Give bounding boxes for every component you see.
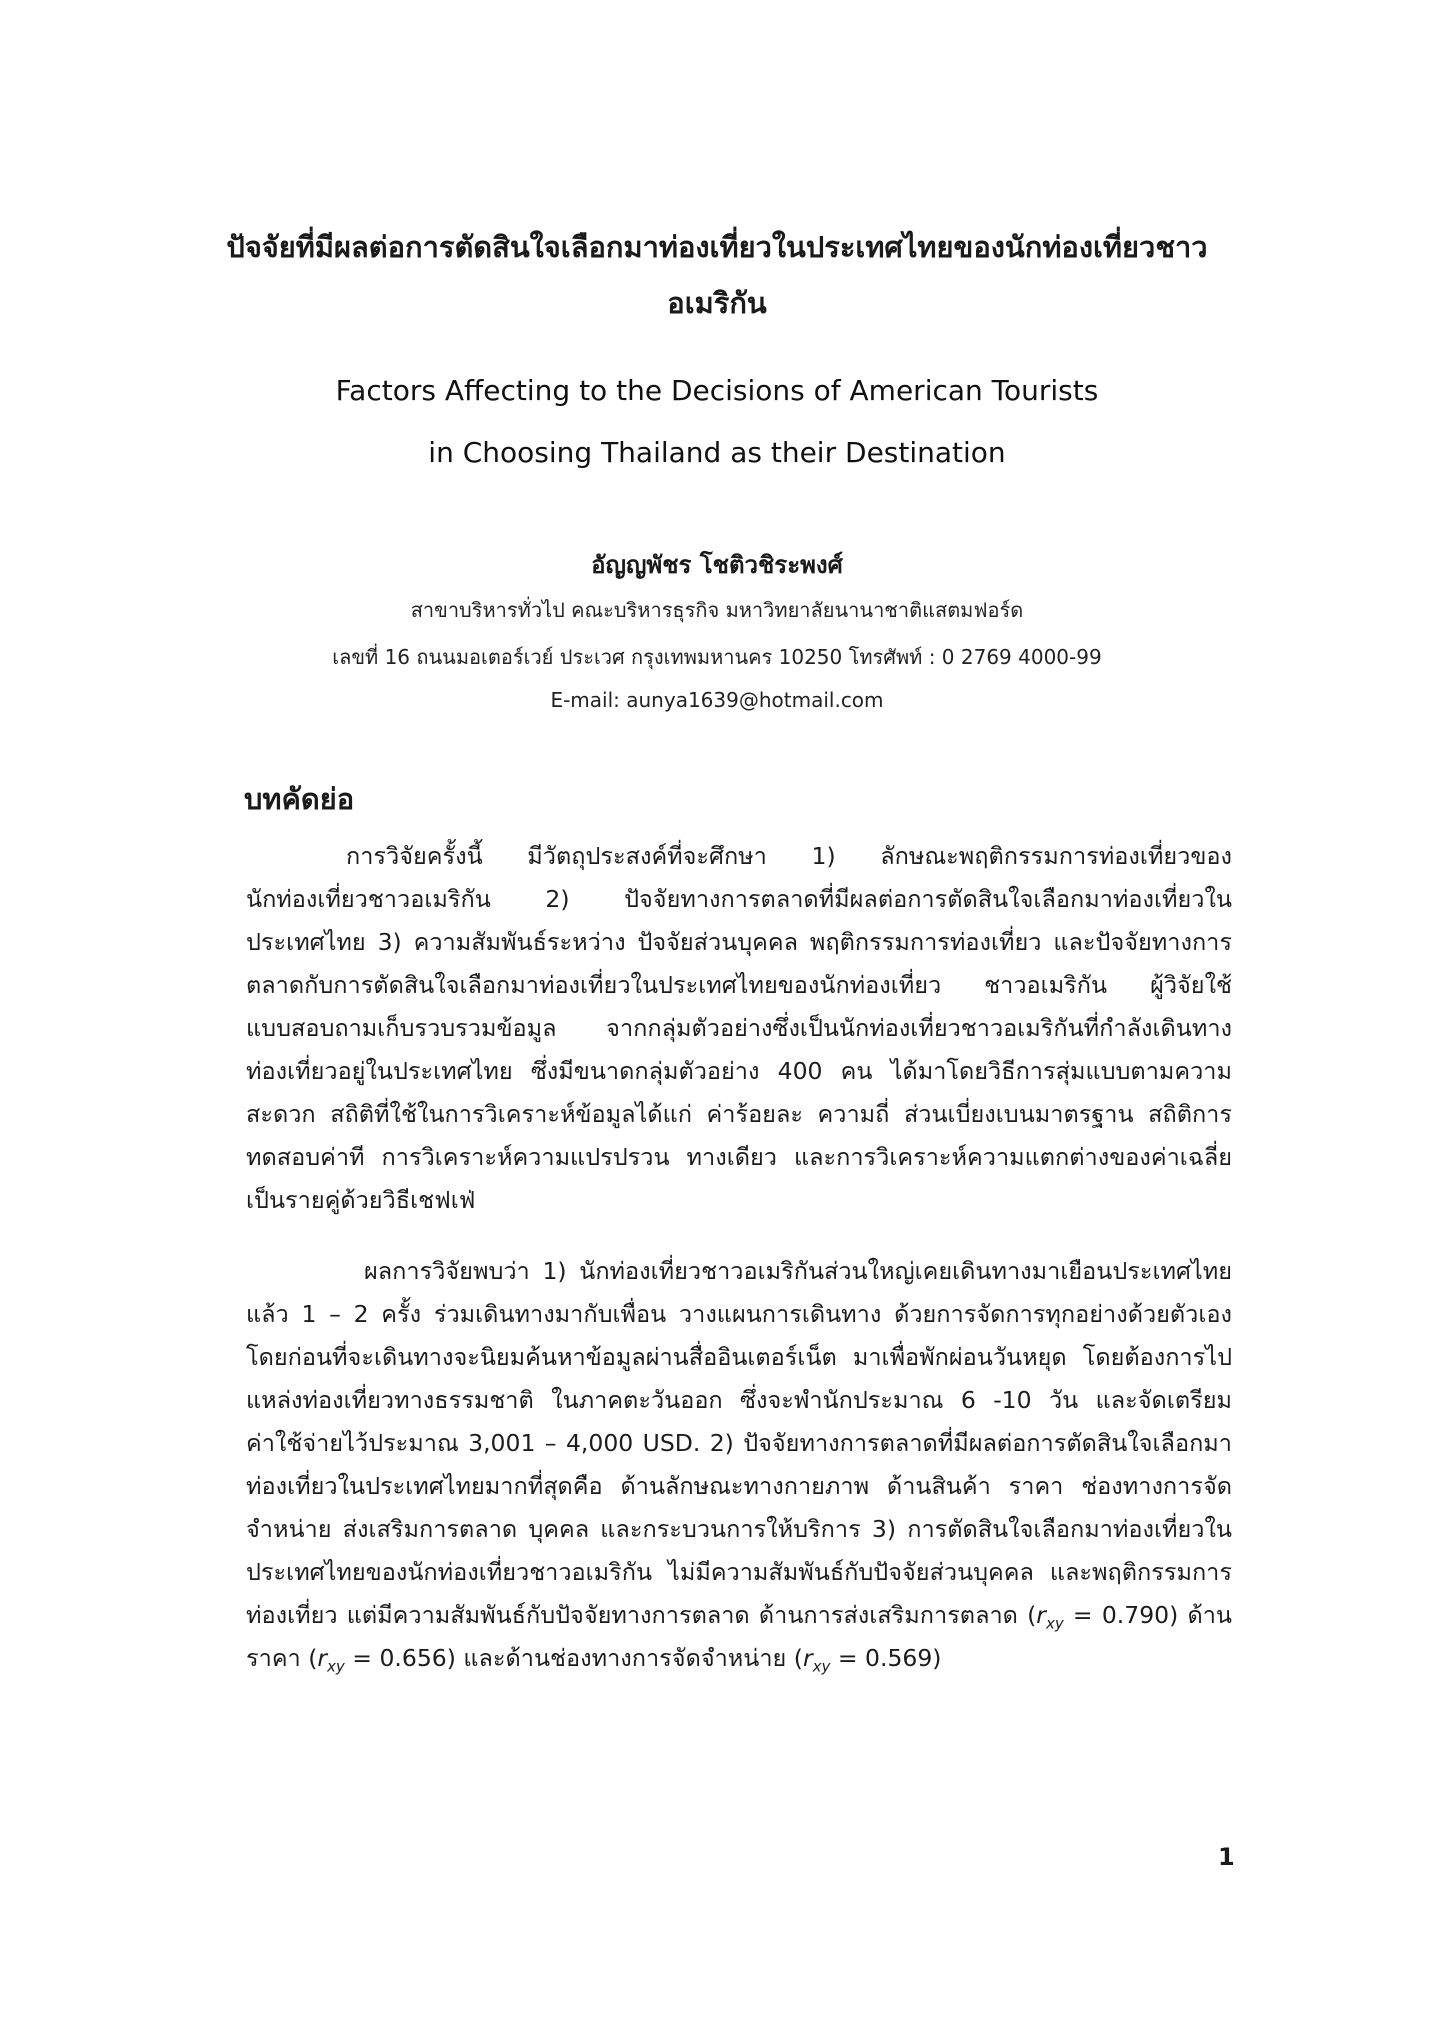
line-9-rxy-value: = 0.790) ด้าน — [1063, 1601, 1232, 1629]
line-10-rxy-value-1: = 0.656) และด้านช่องทางการจัดจำหน่าย ( — [344, 1644, 803, 1672]
abstract-p2-line-7: จำหน่าย ส่งเสริมการตลาด บุคคล และกระบวนการให้บริการ 3) การตัดสินใจเลือกมาท่องเที่ยวใน — [246, 1515, 1232, 1543]
abstract-p1-line-1: การวิจัยครั้งนี้ มีวัตถุประสงค์ที่จะศึกษา 1) ลักษณะพฤติกรรมการท่องเที่ยวของ — [346, 842, 1232, 870]
abstract-p2-line-6: ท่องเที่ยวในประเทศไทยมากที่สุดคือ ด้านลักษณะทางกายภาพ ด้านสินค้า ราคา ช่องทางการจัด — [246, 1472, 1232, 1500]
author-affiliation: สาขาบริหารทั่วไป คณะบริหารธุรกิจ มหาวิทยาลัยนานาชาติแสตมฟอร์ด — [410, 598, 1024, 622]
title-english-line-1: Factors Affecting to the Decisions of American Tourists — [335, 374, 1099, 407]
abstract-p2-line-3: โดยก่อนที่จะเดินทางจะนิยมค้นหาข้อมูลผ่านสื่ออินเตอร์เน็ต มาเพื่อพักผ่อนวันหยุด โดยต้องการไป — [246, 1343, 1232, 1371]
abstract-p1-line-3: ประเทศไทย 3) ความสัมพันธ์ระหว่าง ปัจจัยส่วนบุคคล พฤติกรรมการท่องเที่ยว และปัจจัยทางการ — [246, 928, 1232, 956]
abstract-p2-line-5: ค่าใช้จ่ายไว้ประมาณ 3,001 – 4,000 USD. 2) ปัจจัยทางการตลาดที่มีผลต่อการตัดสินใจเลือกมา — [246, 1429, 1232, 1457]
rxy-symbol: $r_{xy}$ — [802, 1644, 831, 1676]
title-english-line-2: in Choosing Thailand as their Destination — [428, 436, 1006, 469]
abstract-p1-line-8: ทดสอบค่าที การวิเคราะห์ความแปรปรวน ทางเดียว และการวิเคราะห์ความแตกต่างของค่าเฉลี่ย — [246, 1143, 1232, 1171]
abstract-p2-line-10 — [246, 1640, 1232, 1677]
rxy-symbol: $r_{xy}$ — [317, 1644, 345, 1676]
line-9-text-before: ท่องเที่ยว แต่มีความสัมพันธ์กับปัจจัยทางการตลาด ด้านการส่งเสริมการตลาด ( — [246, 1601, 1037, 1629]
line-10-rxy-value-2: = 0.569) — [830, 1644, 942, 1672]
abstract-p1-line-5: แบบสอบถามเก็บรวบรวมข้อมูล จากกลุ่มตัวอย่างซึ่งเป็นนักท่องเที่ยวชาวอเมริกันที่กำลังเดินทาง — [246, 1014, 1232, 1042]
rxy-symbol: $r_{xy}$ — [1036, 1601, 1064, 1633]
abstract-p2-line-9 — [246, 1597, 1232, 1634]
title-thai-line-2: อเมริกัน — [667, 286, 767, 320]
abstract-p2-line-1: ผลการวิจัยพบว่า 1) นักท่องเที่ยวชาวอเมริกันส่วนใหญ่เคยเดินทางมาเยือนประเทศไทย — [364, 1257, 1232, 1285]
page-number: 1 — [1218, 1843, 1235, 1871]
author-name: อัญญพัชร โชติวชิระพงศ์ — [591, 551, 843, 579]
abstract-p2-line-4: แหล่งท่องเที่ยวทางธรรมชาติ ในภาคตะวันออก ซึ่งจะพำนักประมาณ 6 -10 วัน และจัดเตรียม — [246, 1386, 1232, 1414]
abstract-p1-line-2: นักท่องเที่ยวชาวอเมริกัน 2) ปัจจัยทางการตลาดที่มีผลต่อการตัดสินใจเลือกมาท่องเที่ยวใน — [246, 885, 1232, 913]
author-address: เลขที่ 16 ถนนมอเตอร์เวย์ ประเวศ กรุงเทพมหานคร 10250 โทรศัพท์ : 0 2769 4000-99 — [332, 645, 1102, 669]
author-email: E-mail: aunya1639@hotmail.com — [550, 688, 884, 712]
abstract-p1-line-7: สะดวก สถิติที่ใช้ในการวิเคราะห์ข้อมูลได้แก่ ค่าร้อยละ ความถี่ ส่วนเบี่ยงเบนมาตรฐาน สถิติการ — [246, 1100, 1232, 1128]
abstract-p2-line-2: แล้ว 1 – 2 ครั้ง ร่วมเดินทางมากับเพื่อน วางแผนการเดินทาง ด้วยการจัดการทุกอย่างด้วยตัวเอง — [246, 1300, 1232, 1328]
abstract-p2-line-8: ประเทศไทยของนักท่องเที่ยวชาวอเมริกัน ไม่มีความสัมพันธ์กับปัจจัยส่วนบุคคล และพฤติกรรมการ — [246, 1558, 1232, 1586]
abstract-p1-line-9: เป็นรายคู่ด้วยวิธีเชฟเฟ่ — [246, 1186, 476, 1214]
abstract-heading: บทคัดย่อ — [244, 782, 355, 816]
abstract-p1-line-4: ตลาดกับการตัดสินใจเลือกมาท่องเที่ยวในประเทศไทยของนักท่องเที่ยว ชาวอเมริกัน ผู้วิจัยใช้ — [246, 971, 1232, 999]
abstract-p1-line-6: ท่องเที่ยวอยู่ในประเทศไทย ซึ่งมีขนาดกลุ่มตัวอย่าง 400 คน ได้มาโดยวิธีการสุ่มแบบตามความ — [246, 1057, 1232, 1085]
title-thai-line-1: ปัจจัยที่มีผลต่อการตัดสินใจเลือกมาท่องเที่ยวในประเทศไทยของนักท่องเที่ยวชาว — [226, 230, 1208, 264]
line-10-text-before: ราคา ( — [246, 1644, 318, 1672]
